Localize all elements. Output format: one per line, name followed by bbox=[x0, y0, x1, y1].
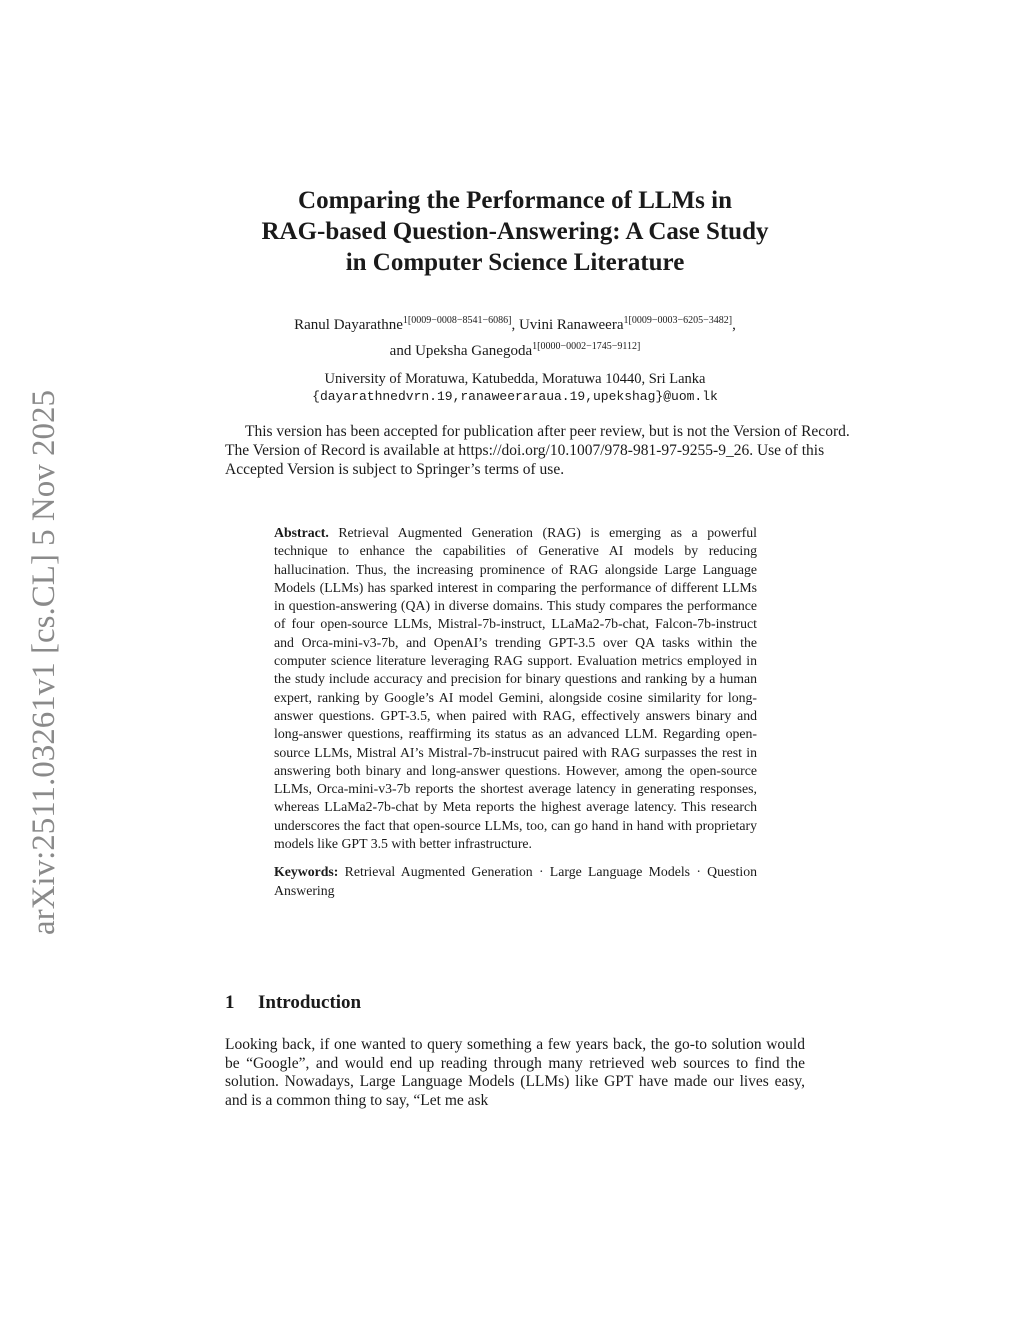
affiliation: University of Moratuwa, Katubedda, Moratuwa 10440, Sri Lanka bbox=[324, 371, 706, 387]
intro-body bbox=[225, 1036, 805, 1110]
section-number: 1 bbox=[225, 992, 235, 1013]
title-line: RAG-based Question-Answering: A Case Study bbox=[261, 218, 769, 245]
abstract-text: Retrieval Augmented Generation (RAG) is emerging as a powerful technique to enhance the capabilities of Generative AI models by reducing hallucination. Thus, the increasing prominence of RAG alongside Large Language Models (LLMs) has sparked interest in comparing the performance of different LLMs in question-answering (QA) in diverse domains. This study compares the performance of four open-source LLMs, Mistral-7b-instruct, LLaMa2-7b-chat, Falcon-7b-instruct and Orca-mini-v3-7b, and OpenAI’s trending GPT-3.5 over QA tasks within the computer science literature leveraging RAG support. Evaluation metrics employed in the study include accuracy and precision for binary questions and ranking by a human expert, ranking by Google’s AI model Gemini, alongside cosine similarity for long-answer questions. GPT-3.5, when paired with RAG, effectively answers binary and long-answer questions, reaffirming its status as an advanced LLM. Regarding open-source LLMs, Mistral AI’s Mistral-7b-instrucut paired with RAG surpasses the rest in answering both binary and long-answer questions. However, among the open-source LLMs, Orca-mini-v3-7b reports the shortest average latency in generating responses, whereas LLaMa2-7b-chat by Meta reports the highest average latency. This research underscores the fact that open-source LLMs, too, can go hand in hand with proprietary models like GPT 3.5 with better infrastructure. bbox=[274, 525, 758, 852]
publication-notice bbox=[225, 422, 857, 479]
author-orcid: 1[0009−0008−8541−6086] bbox=[402, 315, 512, 326]
arxiv-identifier bbox=[18, 375, 72, 950]
author-separator: , bbox=[732, 317, 736, 333]
keywords-paragraph bbox=[274, 863, 757, 900]
author-line bbox=[225, 310, 805, 336]
author-separator: , bbox=[511, 317, 519, 333]
title-line: in Computer Science Literature bbox=[345, 249, 685, 276]
author-orcid: 1[0009−0003−6205−3482] bbox=[623, 315, 733, 326]
author-name: Ranul Dayarathne bbox=[294, 317, 403, 333]
abstract-paragraph bbox=[274, 524, 757, 853]
keywords-label: Keywords: bbox=[274, 864, 339, 880]
arxiv-identifier-text: arXiv:2511.03261v1 [cs.CL] 5 Nov 2025 bbox=[26, 389, 63, 936]
author-orcid: 1[0000−0002−1745−9112] bbox=[532, 341, 641, 352]
keywords-text: Retrieval Augmented Generation · Large Language Models · Question Answering bbox=[274, 864, 757, 898]
section-heading bbox=[225, 992, 805, 1014]
abstract-label: Abstract. bbox=[274, 525, 329, 540]
paper-title bbox=[225, 185, 805, 278]
author-emails: {dayarathnedvrn.19,ranaweeraraua.19,upekshag}@uom.lk bbox=[312, 389, 718, 404]
author-name: Uvini Ranaweera bbox=[518, 317, 624, 333]
author-name: and Upeksha Ganegoda bbox=[389, 343, 533, 359]
author-list bbox=[225, 310, 805, 362]
author-line bbox=[225, 336, 805, 362]
affiliation-block bbox=[225, 370, 805, 406]
section-title: Introduction bbox=[258, 992, 362, 1013]
intro-paragraph: Looking back, if one wanted to query something a few years back, the go-to solution would be “Google”, and would end up reading through many retrieved web sources to find the solution. Nowadays, Large Language Models (LLMs) like GPT have made our lives easy, and is a common thing to say, “Let me ask bbox=[225, 1036, 805, 1109]
abstract-block bbox=[274, 524, 757, 900]
title-line: Comparing the Performance of LLMs in bbox=[298, 187, 732, 214]
notice-text: This version has been accepted for publication after peer review, but is not the Version of Record. The Version of Record is available at https://doi.org/10.1007/978-981-97-9255-9_26. Use of this Accepted Version is subject to Springer’s terms of use. bbox=[225, 423, 850, 478]
